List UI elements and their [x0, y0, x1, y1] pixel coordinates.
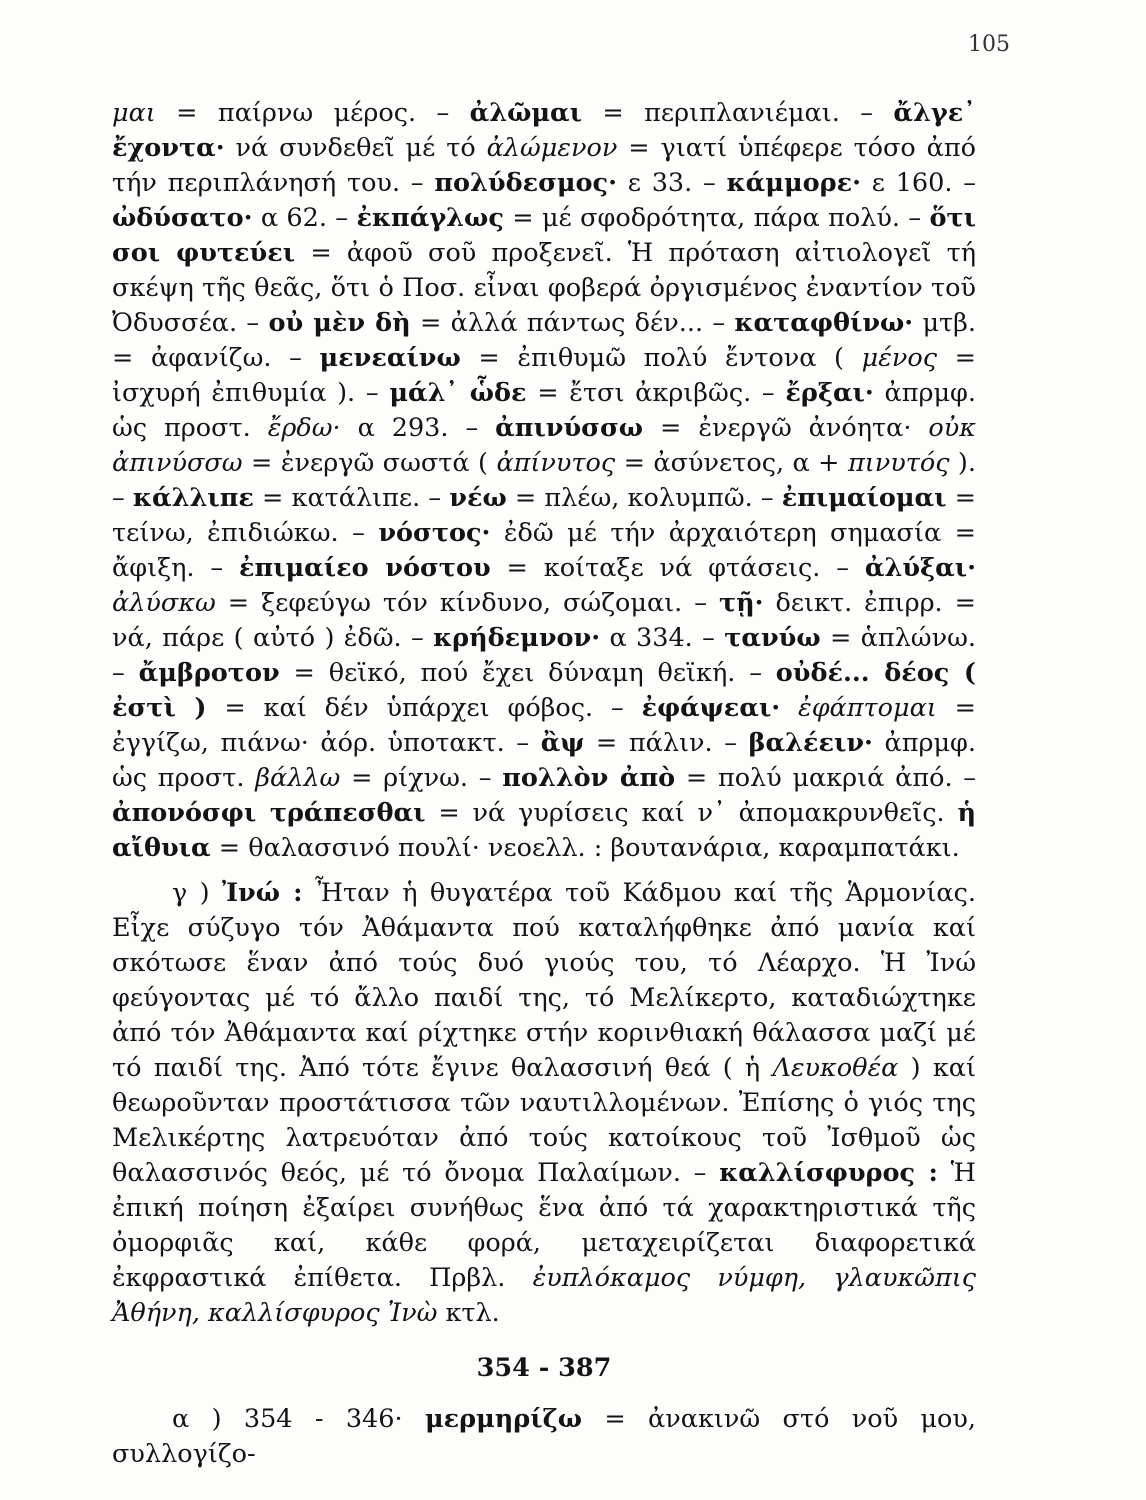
text-span: νά συνδεθεῖ μέ τό: [224, 133, 487, 163]
lemma: ἂψ: [540, 728, 585, 758]
lemma: καταφθίνω·: [734, 308, 914, 338]
text-span: α 62. –: [252, 203, 357, 233]
text-span: = ἀλλά πάντως δέν... –: [410, 308, 735, 338]
text-span: ). –: [112, 448, 976, 513]
commentary-paragraph-3: [112, 1402, 976, 1472]
text-span: [780, 693, 798, 723]
text-span: Ἦταν ἡ θυγατέρα τοῦ Κάδμου καί τῆς Ἁρμονίας. Εἶχε σύζυγο τόν Ἀθάμαντα πού καταλήφθηκε ἀπό μανία καί σκότωσε ἕναν ἀπό τούς δυό γιούς του, τό Λέαρχο. Ἡ Ἰνώ φεύγοντας μέ τό ἄλλο παιδί της, τό Μελίκερτο, καταδιώχτηκε ἀπό τόν Ἀθάμαντα καί ρίχτηκε στήν κορινθιακή θάλασσα μαζί μέ τό παιδί της. Ἀπό τότε ἔγινε θαλασσινή θεά ( ἡ: [112, 878, 976, 1083]
text-span: = τείνω, ἐπιδιώκω. –: [112, 483, 976, 548]
lemma: οὐδέ... δέος ( ἐστὶ ): [112, 658, 976, 723]
text-span: = πολύ μακριά ἀπό. –: [675, 763, 977, 793]
page-number: 105: [968, 32, 1010, 57]
italic-word: ἀλύσκω: [112, 588, 216, 618]
text-span: ἀπρμφ. ὡς προστ.: [112, 728, 976, 793]
italic-word: πινυτός: [847, 448, 950, 478]
text-span: = θεϊκό, πού ἔχει δύναμη θεϊκή. –: [279, 658, 776, 688]
lemma: ἔρξαι·: [785, 378, 874, 408]
lemma: κρήδεμνον·: [433, 623, 601, 653]
commentary-paragraph-1: [112, 96, 976, 866]
text-span: α 334. –: [600, 623, 725, 653]
lemma: νόστος·: [378, 518, 491, 548]
lemma: μάλ᾽ ὧδε: [389, 378, 527, 408]
text-span: = ξεφεύγω τόν κίνδυνο, σώζομαι. –: [215, 588, 719, 618]
text-span: Ἡ ἐπική ποίηση ἐξαίρει συνήθως ἕνα ἀπό τά χαρακτηριστικά τῆς ὀμορφιᾶς καί, κάθε φορά, μεταχειρίζεται διαφορετικά ἐκφραστικά ἐπίθετα. Πρβλ.: [112, 1158, 976, 1293]
text-span: α ) 354 - 346·: [172, 1404, 425, 1434]
text-span: = παίρνω μέρος. –: [155, 98, 470, 128]
text-span: = πλέω, κολυμπῶ. –: [506, 483, 782, 513]
text-span: ἀπρμφ. ὡς προστ.: [112, 378, 976, 443]
lemma: καλλίσφυρος :: [719, 1158, 938, 1188]
lemma: ἀπονόσφι τράπεσθαι: [112, 798, 426, 828]
text-span: = μέ σφοδρότητα, πάρα πολύ. –: [503, 203, 930, 233]
lemma: ὠδύσατο·: [112, 203, 253, 233]
lemma: κάμμορε·: [726, 168, 861, 198]
text-span: = ἀφοῦ σοῦ προξενεῖ. Ἡ πρόταση αἰτιολογεῖ τή σκέψη τῆς θεᾶς, ὅτι ὁ Ποσ. εἶναι φοβερά ὀργισμένος ἐναντίον τοῦ Ὀδυσσέα. –: [112, 238, 976, 338]
text-span: = κατάλιπε. –: [253, 483, 450, 513]
lemma: ἀλύξαι·: [864, 553, 976, 583]
text-span: = γιατί ὑπέφερε τόσο ἀπό τήν περιπλάνησή του. –: [112, 133, 976, 198]
lemma: τανύω: [724, 623, 821, 653]
text-span: = ἐπιθυμῶ πολύ ἔντονα (: [460, 343, 862, 373]
lemma: βαλέειν·: [748, 728, 873, 758]
text-span: μτβ. = ἀφανίζω. –: [112, 308, 977, 373]
lemma: ἐπιμαίεο νόστου: [239, 553, 491, 583]
lemma: ἀπινύσσω: [495, 413, 644, 443]
text-span: = ἀνακινῶ στό νοῦ μου, συλλογίζο-: [112, 1404, 977, 1469]
lemma: ἄμβροτον: [138, 658, 280, 688]
lemma: μενεαίνω: [319, 343, 461, 373]
lemma: οὐ μὲν δὴ: [268, 308, 411, 338]
lemma: πολύδεσμος·: [434, 168, 617, 198]
lemma: νέω: [449, 483, 507, 513]
italic-word: ἔρδω·: [267, 413, 341, 443]
commentary-paragraph-2: [112, 876, 976, 1331]
text-span: = πάλιν. –: [584, 728, 749, 758]
text-span: δεικτ. ἐπιρρ. = νά, πάρε ( αὐτό ) ἐδῶ. –: [112, 588, 976, 653]
text-span: = καί δέν ὑπάρχει φόβος. –: [206, 693, 642, 723]
text-span: = περιπλανιέμαι. –: [582, 98, 894, 128]
italic-phrase: ἐυπλόκαμος νύμφη, γλαυκῶπις Ἀθήνη, καλλίσφυρος Ἰνὼ: [112, 1263, 977, 1328]
text-span: = νά γυρίσεις καί ν᾽ ἀπομακρυνθεῖς.: [425, 798, 958, 828]
text-span: = ρίχνω. –: [340, 763, 503, 793]
text-span: ε 160. –: [860, 168, 976, 198]
lemma: μερμηρίζω: [424, 1404, 582, 1434]
lemma: πολλὸν ἀπὸ: [502, 763, 676, 793]
text-span: = ἀσύνετος, α +: [615, 448, 848, 478]
lemma: ἄλγε᾽ ἔχοντα·: [112, 98, 976, 163]
lemma: Ἰνώ :: [222, 878, 303, 908]
text-span: = ἔτσι ἀκριβῶς. –: [526, 378, 786, 408]
lemma: ἐκπάγλως: [356, 203, 504, 233]
text-span: α 293. –: [340, 413, 496, 443]
text-span: μαι: [112, 98, 156, 128]
text-span: = θαλασσινό πουλί· νεοελλ. : βουτανάρια, καραμπατάκι.: [210, 833, 960, 863]
lemma: ἡ αἴθυια: [112, 798, 977, 863]
text-span: ) καί θεωροῦνταν προστάτισσα τῶν ναυτιλλομένων. Ἐπίσης ὁ γιός της Μελικέρτης λατρευόταν ἀπό τούς κατοίκους τοῦ Ἰσθμοῦ ὡς θαλασσινός θεός, μέ τό ὄνομα Παλαίμων. –: [112, 1053, 976, 1188]
lemma: ἐφάψεαι·: [641, 693, 781, 723]
text-span: = κοίταξε νά φτάσεις. –: [490, 553, 865, 583]
italic-word: βάλλω: [255, 763, 341, 793]
lemma: τῇ·: [718, 588, 764, 618]
text-span: = ἐγγίζω, πιάνω· ἀόρ. ὑποτακτ. –: [112, 693, 977, 758]
text-span: κτλ.: [437, 1298, 500, 1328]
text-span: = ἁπλώνω. –: [112, 623, 976, 688]
italic-word: ἀλώμενον: [486, 133, 618, 163]
italic-word: οὐκ ἀπινύσσω: [112, 413, 976, 478]
italic-word: Λευκοθέα: [772, 1053, 899, 1083]
text-span: = ἰσχυρή ἐπιθυμία ). –: [112, 343, 976, 408]
lemma: ὅτι σοι φυτεύει: [112, 203, 977, 268]
text-span: = ἐνεργῶ ἀνόητα·: [643, 413, 929, 443]
section-heading: 354 - 387: [476, 1353, 612, 1383]
text-span: ε 33. –: [616, 168, 727, 198]
italic-word: ἀπίνυτος: [496, 448, 616, 478]
italic-word: ἐφάπτομαι: [798, 693, 937, 723]
lemma: ἐπιμαίομαι: [781, 483, 947, 513]
text-span: = ἐνεργῶ σωστά (: [242, 448, 497, 478]
lemma: κάλλιπε: [132, 483, 254, 513]
text-span: ἐδῶ μέ τήν ἀρχαιότερη σημασία = ἄφιξη. –: [112, 518, 976, 583]
text-span: γ ): [172, 878, 222, 908]
lemma: ἀλῶμαι: [469, 98, 583, 128]
text-block: [112, 96, 976, 1472]
italic-word: μένος: [861, 343, 937, 373]
